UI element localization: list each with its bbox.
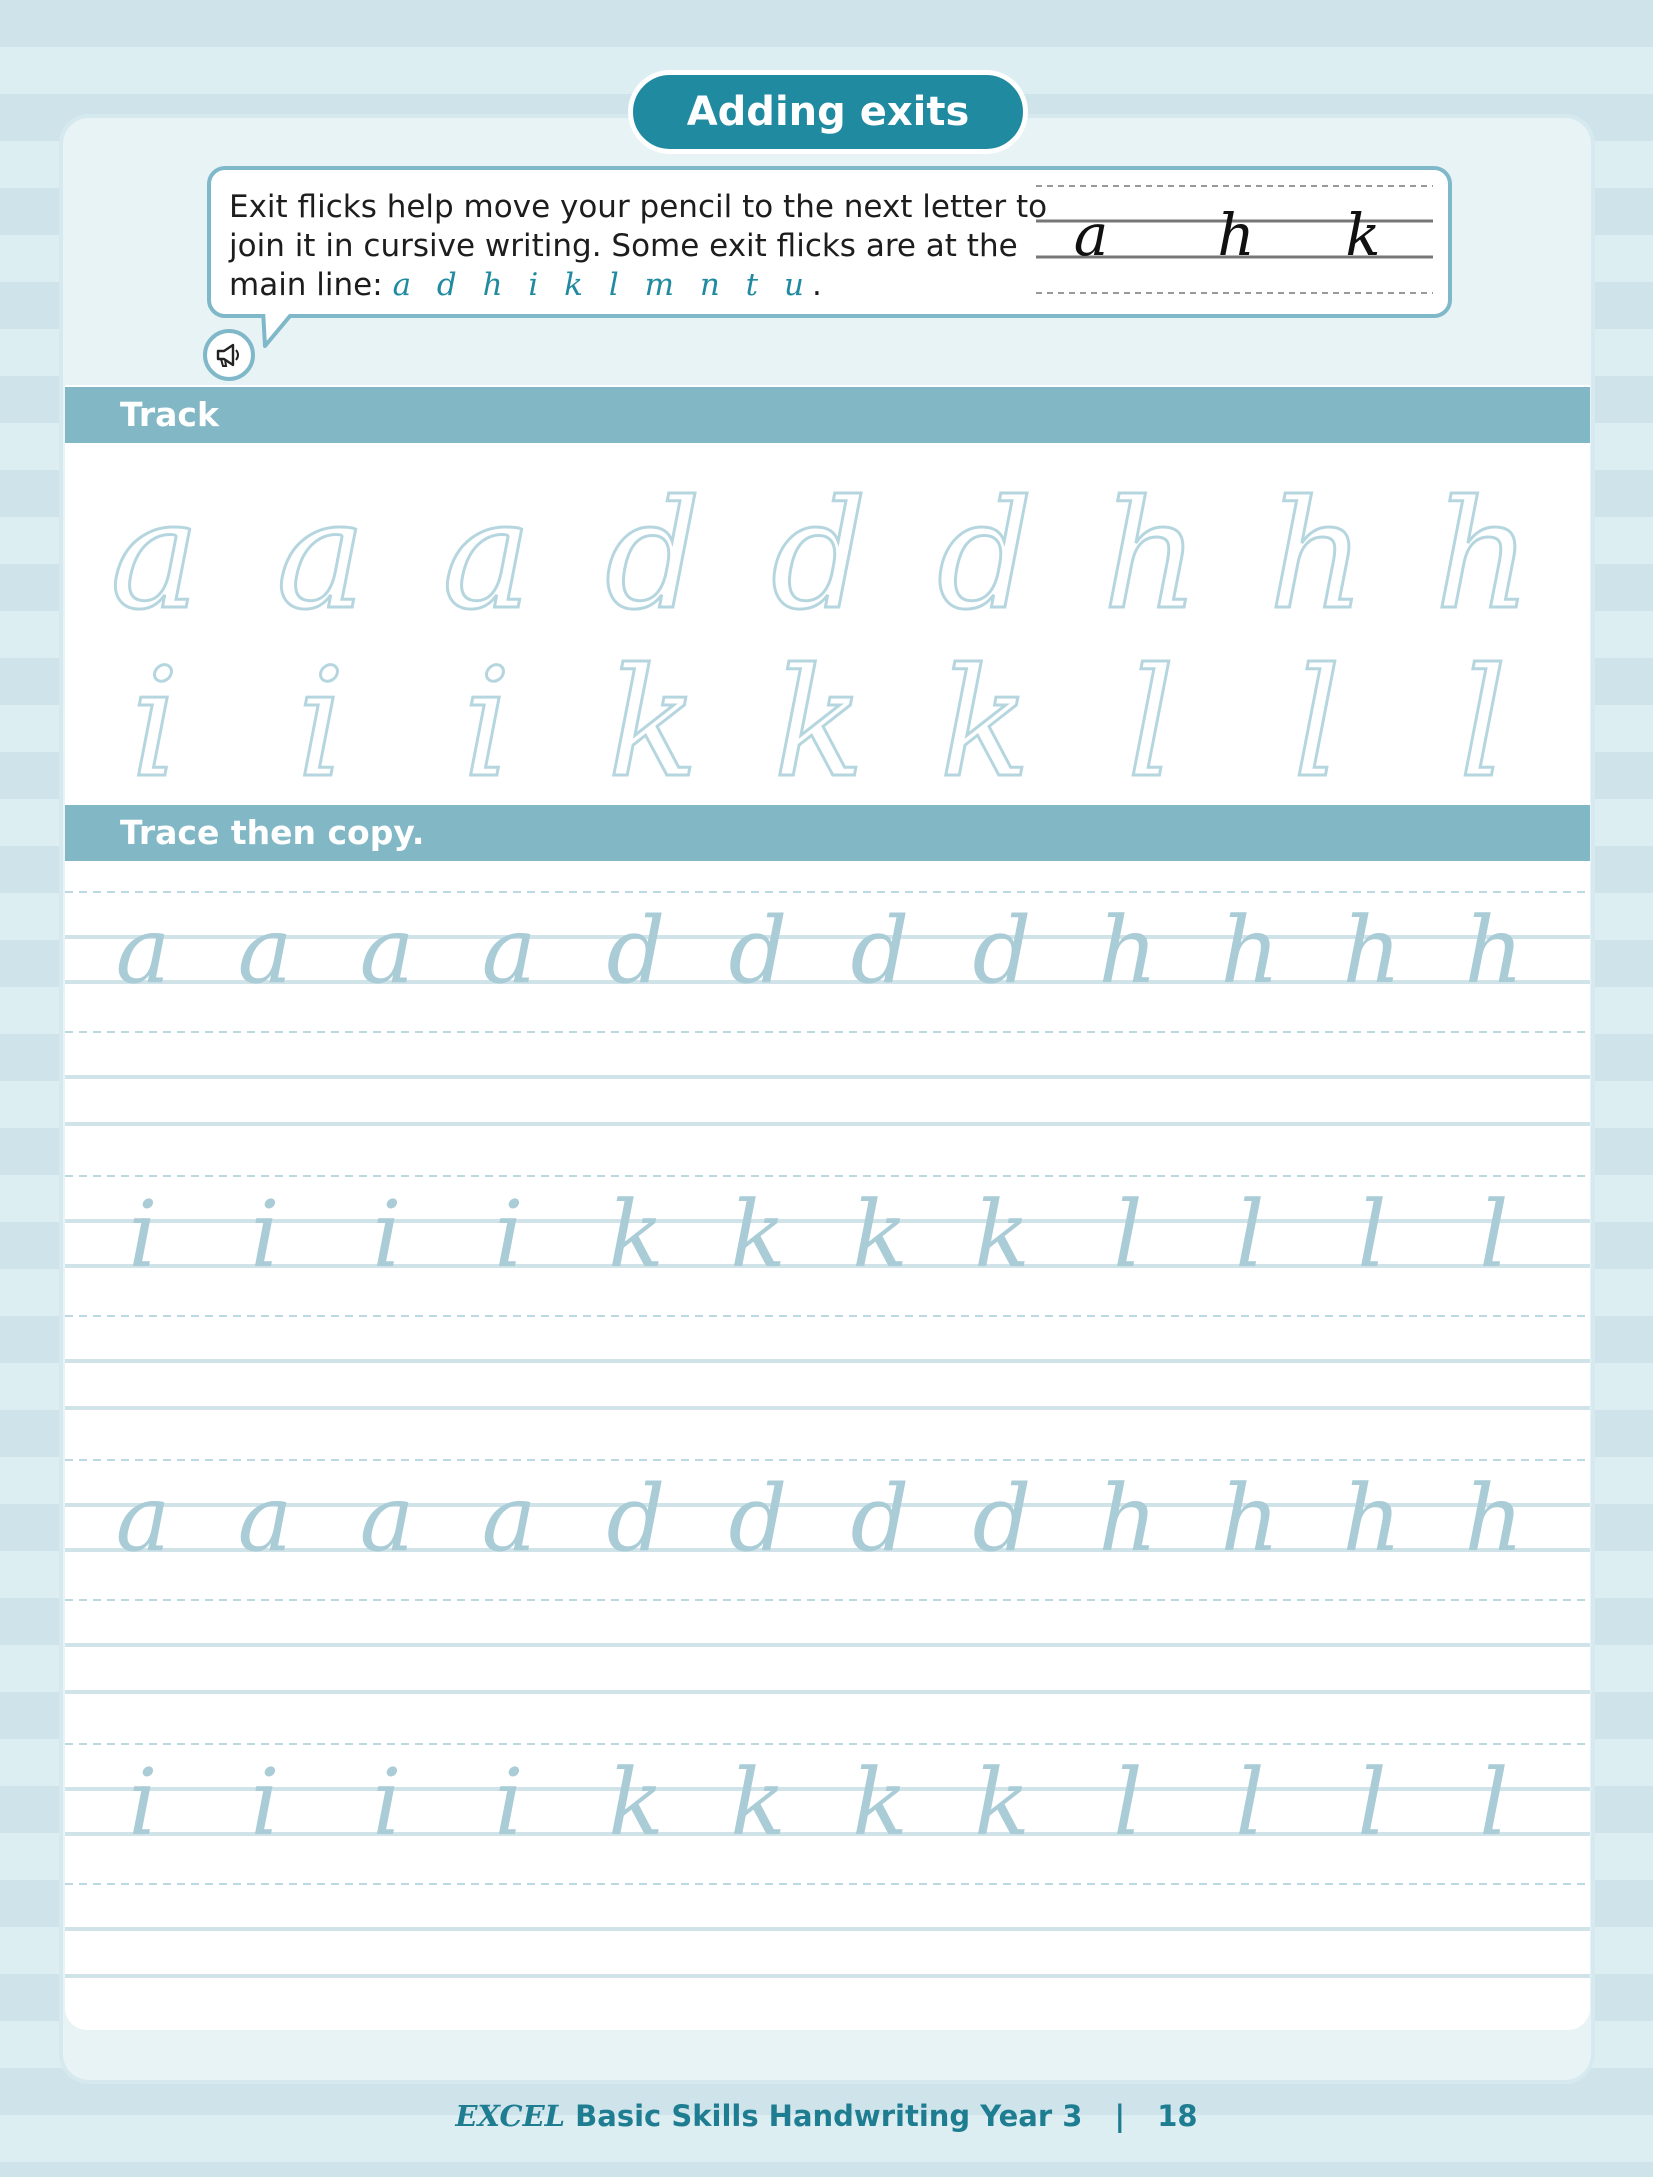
instruction-text — [229, 188, 1049, 305]
track-letter: a — [110, 469, 200, 643]
trace-letter: h — [1098, 897, 1158, 1004]
track-letter: a — [276, 469, 366, 643]
trace-letter: h — [1342, 897, 1402, 1004]
trace-letter: d — [606, 1465, 666, 1572]
track-letter: k — [607, 637, 699, 790]
trace-letter: k — [730, 1181, 786, 1288]
instruction-body: Exit flicks help move your pencil to the next letter to join it in cursive writing. Some exit flicks are at the main line: — [229, 189, 1048, 303]
trace-letter: i — [250, 1181, 280, 1288]
trace-letter: d — [728, 897, 788, 1004]
trace-letter: l — [1479, 1749, 1509, 1856]
trace-letter: a — [359, 1465, 415, 1572]
track-letter: l — [1293, 637, 1341, 790]
speech-tail — [255, 310, 315, 350]
trace-letter: i — [372, 1749, 402, 1856]
trace-letter: d — [972, 1465, 1032, 1572]
trace-letter: d — [850, 1465, 910, 1572]
trace-letter: h — [1098, 1465, 1158, 1572]
trace-letter: l — [1235, 1181, 1265, 1288]
track-letter: i — [463, 637, 511, 790]
trace-letter: d — [728, 1465, 788, 1572]
footer-separator: | — [1114, 2099, 1126, 2133]
megaphone-icon[interactable] — [203, 329, 255, 381]
track-letter: l — [1127, 637, 1175, 790]
section-track-header: Track — [65, 387, 1590, 443]
track-area — [65, 445, 1590, 790]
example-letter: k — [1345, 201, 1381, 269]
trace-letter: k — [852, 1181, 908, 1288]
track-letter: i — [297, 637, 345, 790]
page-number: 18 — [1157, 2099, 1198, 2133]
track-letter: k — [939, 637, 1031, 790]
track-letter: l — [1459, 637, 1507, 790]
instruction-end: . — [811, 267, 822, 303]
trace-letter: a — [359, 897, 415, 1004]
track-letter: d — [770, 469, 868, 643]
example-letters — [1036, 183, 1433, 298]
trace-letter: l — [1357, 1181, 1387, 1288]
footer-brand: EXCEL — [455, 2099, 566, 2133]
track-letter: a — [442, 469, 532, 643]
page-title: Adding exits — [628, 70, 1028, 154]
trace-letter: a — [237, 1465, 293, 1572]
trace-letter: h — [1220, 897, 1280, 1004]
track-letter: h — [1268, 469, 1366, 643]
example-letter: a — [1073, 201, 1109, 269]
footer — [0, 2099, 1653, 2133]
trace-letter: i — [250, 1749, 280, 1856]
track-letter: i — [131, 637, 179, 790]
track-letter: d — [604, 469, 702, 643]
trace-letter: h — [1464, 1465, 1524, 1572]
trace-letter: a — [237, 897, 293, 1004]
trace-letter: d — [850, 897, 910, 1004]
trace-letter: a — [481, 1465, 537, 1572]
flick-letter-list: a d h i k l m n t u — [392, 267, 812, 303]
trace-letter: a — [115, 1465, 171, 1572]
trace-letter: i — [128, 1181, 158, 1288]
track-letter: h — [1102, 469, 1200, 643]
section-trace-header: Trace then copy. — [65, 805, 1590, 861]
trace-letter: l — [1235, 1749, 1265, 1856]
trace-letter: l — [1357, 1749, 1387, 1856]
trace-letter: a — [115, 897, 171, 1004]
trace-letter: d — [606, 897, 666, 1004]
trace-letter: k — [974, 1181, 1030, 1288]
track-letter: k — [773, 637, 865, 790]
trace-letter: l — [1113, 1181, 1143, 1288]
track-letter: d — [936, 469, 1034, 643]
footer-title: Basic Skills Handwriting Year 3 — [575, 2099, 1083, 2133]
trace-letter: k — [608, 1181, 664, 1288]
trace-letter: l — [1479, 1181, 1509, 1288]
trace-letter: h — [1220, 1465, 1280, 1572]
trace-letter: k — [974, 1749, 1030, 1856]
trace-letter: i — [372, 1181, 402, 1288]
trace-letter: k — [730, 1749, 786, 1856]
trace-letter: i — [494, 1181, 524, 1288]
trace-letter: d — [972, 897, 1032, 1004]
trace-letter: l — [1113, 1749, 1143, 1856]
example-letter: h — [1217, 201, 1255, 269]
track-letter: h — [1434, 469, 1532, 643]
trace-letter: h — [1342, 1465, 1402, 1572]
trace-copy-area — [65, 862, 1590, 2027]
trace-letter: k — [852, 1749, 908, 1856]
trace-letter: k — [608, 1749, 664, 1856]
trace-letter: i — [494, 1749, 524, 1856]
trace-letter: h — [1464, 897, 1524, 1004]
trace-letter: a — [481, 897, 537, 1004]
trace-letter: i — [128, 1749, 158, 1856]
